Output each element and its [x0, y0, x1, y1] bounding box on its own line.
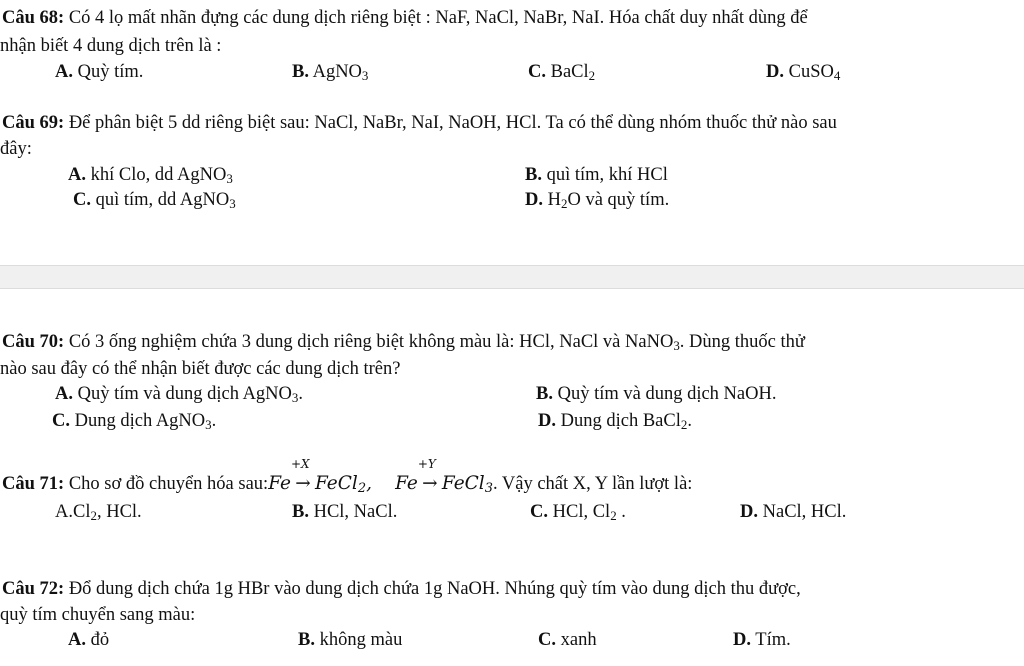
equation-1: Fe +X → FeCl$_2$, — [268, 457, 372, 497]
question-72-option-a[interactable]: A. đỏ — [68, 630, 110, 650]
question-69-option-b[interactable]: B. quì tím, khí HCl — [525, 165, 668, 185]
question-68-option-d[interactable]: D. CuSO$_4$ — [766, 62, 841, 84]
question-68-option-b[interactable]: B. AgNO$_3$ — [292, 62, 369, 84]
reaction-arrow-icon: → — [422, 473, 438, 494]
reaction-arrow-icon: → — [295, 473, 311, 494]
question-69-option-d[interactable]: D. $H_2O$ và quỳ tím. — [525, 190, 670, 212]
question-68-label: Câu 68: — [2, 8, 65, 28]
question-68-option-a[interactable]: A. Quỳ tím. — [55, 62, 144, 82]
question-68-option-c[interactable]: C. BaCl$_2$ — [528, 62, 596, 84]
question-68-line-1 — [2, 9, 808, 28]
question-70-option-b[interactable]: B. Quỳ tím và dung dịch NaOH. — [536, 384, 777, 404]
question-72-label: Câu 72: — [2, 579, 65, 599]
question-70-option-a[interactable]: A. Quỳ tím và dung dịch AgNO$_3$. — [55, 384, 303, 406]
question-70-option-d[interactable]: D. Dung dịch BaCl$_2$. — [538, 411, 692, 433]
question-69-label: Câu 69: — [2, 113, 65, 133]
question-70-text-2: nào sau đây có thể nhận biết được các dung dịch trên? — [0, 359, 401, 379]
question-72-option-c[interactable]: C. xanh — [538, 630, 597, 650]
question-72-line-1: Câu 72: Đổ dung dịch chứa 1g HBr vào dung dịch chứa 1g NaOH. Nhúng quỳ tím vào dung dịch thu được, — [2, 579, 801, 599]
question-71-option-d[interactable]: D. NaCl, HCl. — [740, 502, 847, 522]
question-71-option-a[interactable]: $A.Cl_2$, HCl. — [55, 502, 142, 524]
question-69-option-a[interactable]: A. khí Clo, dd AgNO$_3$ — [68, 165, 233, 187]
question-69-option-c[interactable]: C. quì tím, dd AgNO$_3$ — [73, 190, 236, 212]
question-68-text-2: nhận biết 4 dung dịch trên là : — [0, 36, 222, 56]
question-71-label: Câu 71: — [2, 474, 65, 494]
question-72-option-d[interactable]: D. Tím. — [733, 630, 791, 650]
question-70-line-1: Câu 70: Có 3 ống nghiệm chứa 3 dung dịch riêng biệt không màu là: HCl, NaCl và NaNO$_3$. Dùng thuốc thử — [2, 332, 805, 354]
question-71-option-c[interactable]: C. HCl, $Cl_2$ . — [530, 502, 626, 524]
question-70-label: Câu 70: — [2, 332, 65, 352]
page-separator — [0, 265, 1024, 289]
question-72-option-b[interactable]: B. không màu — [298, 630, 403, 650]
question-71-line-1: Câu 71: Cho sơ đồ chuyển hóa sau:Fe +X → FeCl$_2$, Fe +Y → FeCl$_3$. Vậy chất X, Y lần lượt là: — [2, 457, 693, 497]
question-72-text-2: quỳ tím chuyển sang màu: — [0, 605, 196, 625]
question-70-option-c[interactable]: C. Dung dịch AgNO$_3$. — [52, 411, 217, 433]
question-69-text-2: đây: — [0, 139, 32, 159]
question-71-option-b[interactable]: B. HCl, NaCl. — [292, 502, 398, 522]
question-69-line-1 — [2, 114, 837, 133]
question-68-text-1: Có 4 lọ mất nhãn đựng các dung dịch riêng biệt : NaF, NaCl, NaBr, NaI. Hóa chất duy nhất dùng để — [68, 8, 808, 28]
equation-2: Fe +Y → FeCl$_3$ — [395, 457, 493, 497]
question-69-text-1: Để phân biệt 5 dd riêng biệt sau: NaCl, NaBr, NaI, NaOH, HCl. Ta có thể dùng nhóm thuốc thử nào sau — [68, 113, 837, 133]
